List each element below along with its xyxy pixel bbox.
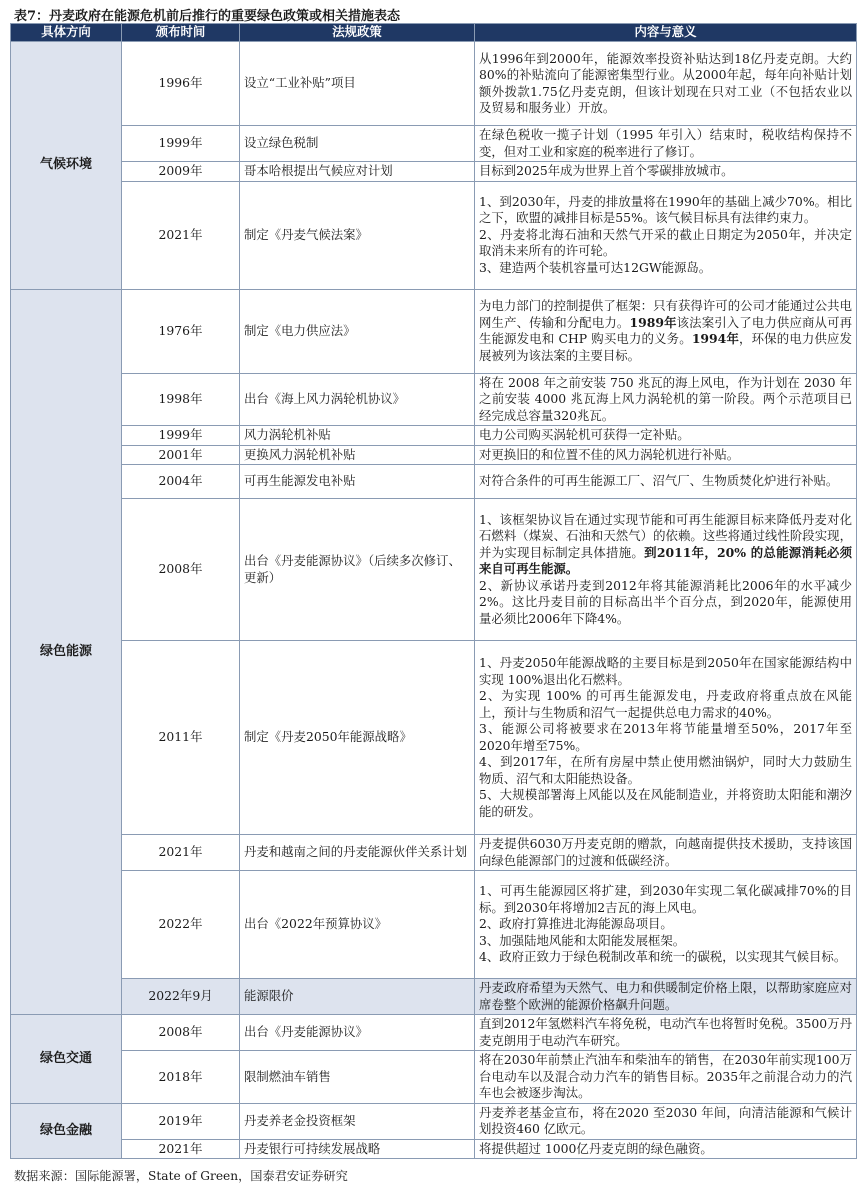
table-row	[11, 373, 857, 426]
row-policy: 丹麦银行可持续发展战略	[240, 1139, 475, 1159]
category-finance: 绿色金融	[11, 1103, 122, 1159]
table-row	[11, 1015, 857, 1051]
row-year: 2008年	[122, 499, 240, 641]
row-year: 2009年	[122, 162, 240, 182]
row-year: 2021年	[122, 1139, 240, 1159]
category-transport: 绿色交通	[11, 1015, 122, 1104]
table-row	[11, 426, 857, 446]
category-energy: 绿色能源	[11, 289, 122, 1015]
table-row	[11, 1103, 857, 1139]
row-content: 直到2012年氢燃料汽车将免税，电动汽车也将暂时免税。3500万丹麦克朗用于电动汽车研究。	[475, 1015, 857, 1051]
row-content: 电力公司购买涡轮机可获得一定补贴。	[475, 426, 857, 446]
row-content: 将在 2008 年之前安装 750 兆瓦的海上风电，作为计划在 2030 年之前安装 4000 兆瓦海上风力涡轮机的第一阶段。两个示范项目已经完成总容量320兆瓦。	[475, 373, 857, 426]
data-source: 数据来源：国际能源署，State of Green，国泰君安证券研究	[14, 1169, 348, 1183]
table-row	[11, 835, 857, 871]
row-policy: 能源限价	[240, 979, 475, 1015]
row-content: 对更换旧的和位置不佳的风力涡轮机进行补贴。	[475, 445, 857, 465]
table-row	[11, 289, 857, 373]
row-policy: 风力涡轮机补贴	[240, 426, 475, 446]
row-policy: 丹麦和越南之间的丹麦能源伙伴关系计划	[240, 835, 475, 871]
policy-table	[10, 23, 857, 1159]
row-content: 1、到2030年，丹麦的排放量将在1990年的基础上减少70%。相比之下，欧盟的减排目标是55%。该气候目标具有法律约束力。 2、丹麦将北海石油和天然气开采的截止日期定为2050年，并决定取消未来所有的许可轮。 3、建造两个装机容量可达12GW能源岛。	[475, 181, 857, 289]
table-header-row	[11, 24, 857, 42]
row-year: 2018年	[122, 1051, 240, 1104]
table-row	[11, 641, 857, 835]
row-year: 2001年	[122, 445, 240, 465]
row-content: 将提供超过 1000亿丹麦克朗的绿色融资。	[475, 1139, 857, 1159]
table-row	[11, 871, 857, 979]
row-policy: 制定《丹麦气候法案》	[240, 181, 475, 289]
table-row	[11, 465, 857, 499]
table-row	[11, 181, 857, 289]
row-year: 1996年	[122, 42, 240, 126]
table-row	[11, 1139, 857, 1159]
table-row	[11, 42, 857, 126]
table-row	[11, 499, 857, 641]
row-year: 2022年9月	[122, 979, 240, 1015]
header-date: 颁布时间	[122, 24, 240, 42]
row-content: 丹麦政府希望为天然气、电力和供暖制定价格上限，以帮助家庭应对席卷整个欧洲的能源价格飙升问题。	[475, 979, 857, 1015]
header-direction: 具体方向	[11, 24, 122, 42]
row-year: 2022年	[122, 871, 240, 979]
row-year: 1999年	[122, 426, 240, 446]
row-year: 1998年	[122, 373, 240, 426]
row-year: 1976年	[122, 289, 240, 373]
row-year: 2021年	[122, 835, 240, 871]
table-row	[11, 126, 857, 162]
row-content: 1、丹麦2050年能源战略的主要目标是到2050年在国家能源结构中实现 100%退出化石燃料。 2、为实现 100% 的可再生能源发电，丹麦政府将重点放在风能上，预计与生物质和沼气一起提供总电力需求的40%。 3、能源公司将被要求在2013年将节能量增至50%，2017年至2020年增至75%。 4、到2017年，在所有房屋中禁止使用燃油锅炉，同时大力鼓励生物质、沼气和太阳能热设备。 5、大规模部署海上风能以及在风能制造业，并将资助太阳能和潮汐能的研发。	[475, 641, 857, 835]
header-policy: 法规政策	[240, 24, 475, 42]
row-policy: 限制燃油车销售	[240, 1051, 475, 1104]
row-content: 将在2030年前禁止汽油车和柴油车的销售，在2030年前实现100万台电动车以及混合动力汽车的销售目标。2035年之前混合动力的汽车也会被逐步淘汰。	[475, 1051, 857, 1104]
category-climate: 气候环境	[11, 42, 122, 290]
row-year: 1999年	[122, 126, 240, 162]
row-policy: 可再生能源发电补贴	[240, 465, 475, 499]
row-content: 目标到2025年成为世界上首个零碳排放城市。	[475, 162, 857, 182]
row-year: 2011年	[122, 641, 240, 835]
row-content: 丹麦养老基金宣布，将在2020 至2030 年间，向清洁能源和气候计划投资460 亿欧元。	[475, 1103, 857, 1139]
table-title: 表7：丹麦政府在能源危机前后推行的重要绿色政策或相关措施表态	[14, 9, 401, 24]
row-policy: 设立绿色税制	[240, 126, 475, 162]
row-content: 从1996年到2000年，能源效率投资补贴达到18亿丹麦克朗。大约80%的补贴流向了能源密集型行业。从2000年起，每年向补贴计划额外拨款1.75亿丹麦克朗，但该计划现在只对工业（不包括农业以及贸易和服务业）开放。	[475, 42, 857, 126]
header-content: 内容与意义	[475, 24, 857, 42]
table-row	[11, 1051, 857, 1104]
row-policy: 出台《2022年预算协议》	[240, 871, 475, 979]
row-policy: 制定《电力供应法》	[240, 289, 475, 373]
row-policy: 哥本哈根提出气候应对计划	[240, 162, 475, 182]
row-year: 2008年	[122, 1015, 240, 1051]
row-policy: 设立“工业补贴”项目	[240, 42, 475, 126]
row-content: 对符合条件的可再生能源工厂、沼气厂、生物质焚化炉进行补贴。	[475, 465, 857, 499]
row-content: 为电力部门的控制提供了框架：只有获得许可的公司才能通过公共电网生产、传输和分配电力。1989年该法案引入了电力供应商从可再生能源发电和 CHP 购买电力的义务。1994年，环保的电力供应发展被列为该法案的主要目标。	[475, 289, 857, 373]
row-policy: 出台《海上风力涡轮机协议》	[240, 373, 475, 426]
row-policy: 丹麦养老金投资框架	[240, 1103, 475, 1139]
table-row	[11, 162, 857, 182]
row-content: 1、可再生能源园区将扩建，到2030年实现二氧化碳减排70%的目标。到2030年将增加2吉瓦的海上风电。 2、政府打算推进北海能源岛项目。 3、加强陆地风能和太阳能发展框架。 4、政府正致力于绿色税制改革和统一的碳税，以实现其气候目标。	[475, 871, 857, 979]
row-policy: 制定《丹麦2050年能源战略》	[240, 641, 475, 835]
row-content: 丹麦提供6030万丹麦克朗的赠款，向越南提供技术援助，支持该国向绿色能源部门的过渡和低碳经济。	[475, 835, 857, 871]
row-policy: 更换风力涡轮机补贴	[240, 445, 475, 465]
row-year: 2019年	[122, 1103, 240, 1139]
row-year: 2021年	[122, 181, 240, 289]
table-row-highlighted	[11, 979, 857, 1015]
row-policy: 出台《丹麦能源协议》	[240, 1015, 475, 1051]
row-content: 1、该框架协议旨在通过实现节能和可再生能源目标来降低丹麦对化石燃料（煤炭、石油和天然气）的依赖。这些将通过线性阶段实现，并为实现目标制定具体措施。到2011年，20% 的总能源消耗必须来自可再生能源。 2、新协议承诺丹麦到2012年将其能源消耗比2006年的水平减少2%。这比丹麦目前的目标高出半个百分点，到2020年，能源使用量必须比2006年下降4%。	[475, 499, 857, 641]
row-content: 在绿色税收一揽子计划（1995 年引入）结束时，税收结构保持不变，但对工业和家庭的税率进行了修订。	[475, 126, 857, 162]
table-row	[11, 445, 857, 465]
row-year: 2004年	[122, 465, 240, 499]
row-policy: 出台《丹麦能源协议》（后续多次修订、更新）	[240, 499, 475, 641]
